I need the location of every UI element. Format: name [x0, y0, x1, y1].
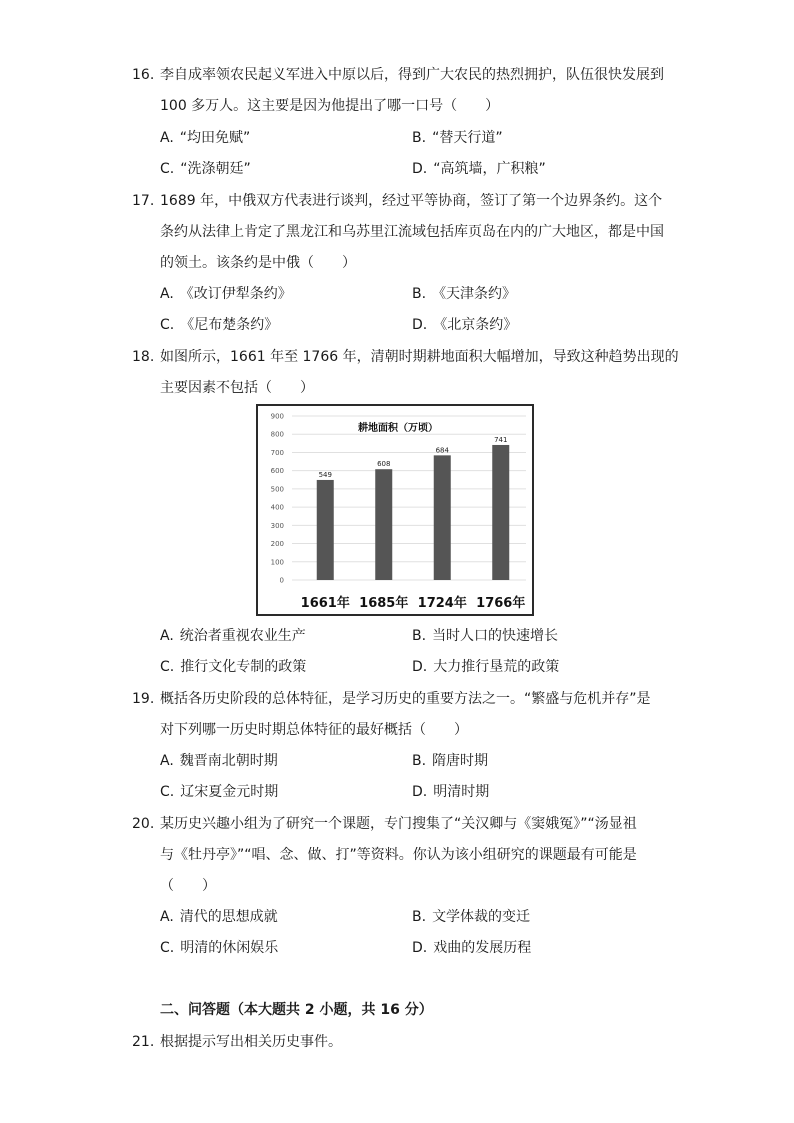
y-tick-label: 300 — [270, 521, 284, 530]
question-text-line: 主要因素不包括（ ） — [160, 380, 314, 396]
option-c[interactable]: C. 明清的休闲娱乐 — [160, 940, 279, 956]
option-b[interactable]: B. 文学体裁的变迁 — [412, 909, 531, 925]
option-b[interactable]: B. “替天行道” — [412, 130, 503, 146]
bar-value-label: 741 — [494, 435, 508, 444]
question-text-line: 对下列哪一历史时期总体特征的最好概括（ ） — [160, 722, 468, 738]
y-tick-label: 900 — [270, 412, 284, 421]
category-label: 1661年 — [300, 596, 350, 611]
y-tick-label: 700 — [270, 448, 284, 457]
y-tick-label: 500 — [270, 485, 284, 494]
bar-value-label: 684 — [435, 446, 449, 455]
option-d[interactable]: D. 大力推行垦荒的政策 — [412, 659, 560, 675]
category-label: 1766年 — [476, 596, 526, 611]
y-tick-label: 200 — [270, 540, 284, 549]
category-label: 1685年 — [359, 596, 409, 611]
bar-value-label: 608 — [377, 460, 391, 469]
question-text-line: 100 多万人。这主要是因为他提出了哪一口号（ ） — [160, 98, 500, 114]
option-d[interactable]: D. 《北京条约》 — [412, 317, 518, 333]
question-text-line: 的领土。该条约是中俄（ ） — [160, 255, 356, 271]
question-text-line: 1689 年，中俄双方代表进行谈判，经过平等协商，签订了第一个边界条约。这个 — [160, 193, 663, 209]
y-tick-label: 400 — [270, 503, 284, 512]
question-number: 18. — [132, 349, 155, 365]
option-d[interactable]: D. “高筑墙，广积粮” — [412, 161, 546, 177]
option-a[interactable]: A. “均田免赋” — [160, 130, 251, 146]
option-c[interactable]: C. 辽宋夏金元时期 — [160, 784, 279, 800]
option-a[interactable]: A. 清代的思想成就 — [160, 909, 278, 925]
question-text-line: 条约从法律上肯定了黑龙江和乌苏里江流域包括库页岛在内的广大地区，都是中国 — [160, 224, 664, 240]
question-number: 20. — [132, 816, 155, 832]
y-tick-label: 600 — [270, 467, 284, 476]
bar — [375, 469, 392, 580]
bar — [317, 480, 334, 580]
option-b[interactable]: B. 隋唐时期 — [412, 753, 489, 769]
option-c[interactable]: C. 《尼布楚条约》 — [160, 317, 279, 333]
question-number: 17. — [132, 193, 155, 209]
chart-svg — [258, 406, 532, 614]
category-label: 1724年 — [417, 596, 467, 611]
question-text-line: 李自成率领农民起义军进入中原以后，得到广大农民的热烈拥护，队伍很快发展到 — [160, 67, 664, 83]
chart-title: 耕地面积（万顷） — [358, 423, 438, 434]
option-a[interactable]: A. 《改订伊犁条约》 — [160, 286, 292, 302]
option-c[interactable]: C. “洗涤朝廷” — [160, 161, 251, 177]
bar — [434, 455, 451, 580]
question-text-line: 与《牡丹亭》”“唱、念、做、打”等资料。你认为该小组研究的课题最有可能是 — [160, 847, 637, 863]
bar-value-label: 549 — [318, 470, 332, 479]
question-text-line: 概括各历史阶段的总体特征，是学习历史的重要方法之一。“繁盛与危机并存”是 — [160, 691, 651, 707]
question-text-line: 某历史兴趣小组为了研究一个课题，专门搜集了“关汉卿与《窦娥冤》”“汤显祖 — [160, 816, 637, 832]
question-text-line: 根据提示写出相关历史事件。 — [160, 1034, 342, 1050]
question-text-line: （ ） — [160, 878, 216, 894]
option-d[interactable]: D. 明清时期 — [412, 784, 490, 800]
option-d[interactable]: D. 戏曲的发展历程 — [412, 940, 532, 956]
option-b[interactable]: B. 当时人口的快速增长 — [412, 628, 559, 644]
question-text-line: 如图所示，1661 年至 1766 年，清朝时期耕地面积大幅增加，导致这种趋势出现的 — [160, 349, 679, 365]
question-number: 16. — [132, 67, 155, 83]
question-number: 19. — [132, 691, 155, 707]
option-b[interactable]: B. 《天津条约》 — [412, 286, 517, 302]
y-tick-label: 800 — [270, 430, 284, 439]
option-a[interactable]: A. 魏晋南北朝时期 — [160, 753, 278, 769]
y-tick-label: 0 — [279, 576, 284, 585]
farmland-bar-chart — [256, 404, 534, 616]
section-heading: 二、问答题（本大题共 2 小题，共 16 分） — [160, 1002, 433, 1018]
bar — [492, 445, 509, 580]
y-tick-label: 100 — [270, 558, 284, 567]
question-number: 21. — [132, 1034, 155, 1050]
option-c[interactable]: C. 推行文化专制的政策 — [160, 659, 307, 675]
option-a[interactable]: A. 统治者重视农业生产 — [160, 628, 306, 644]
